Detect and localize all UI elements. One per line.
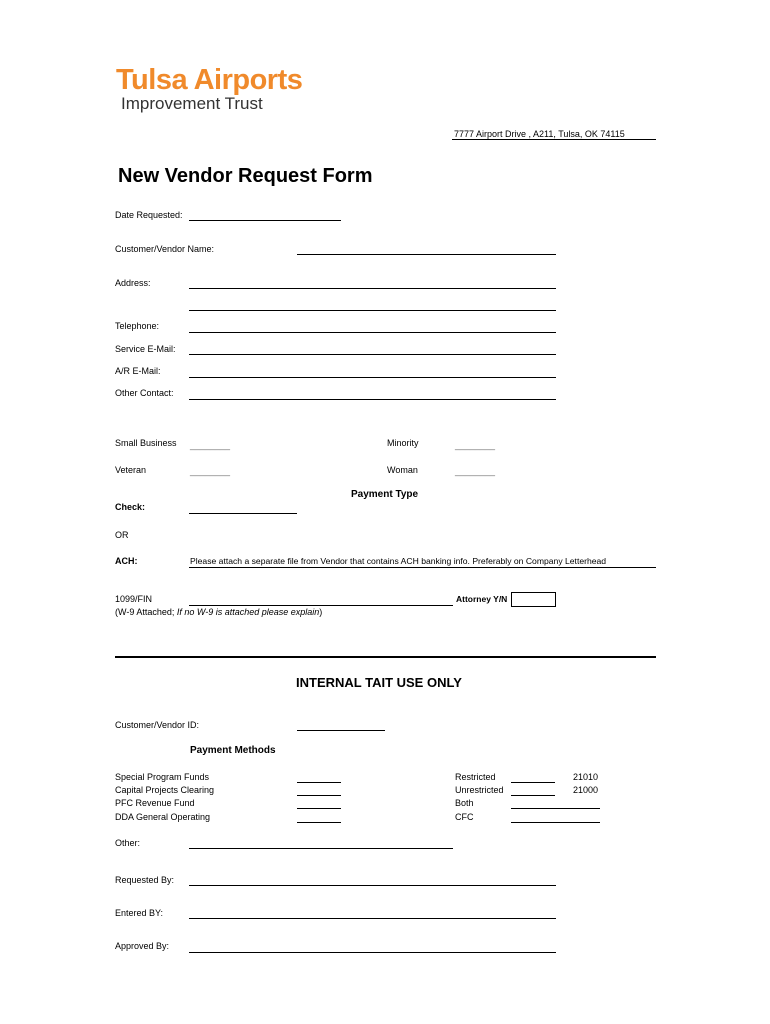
other-label: Other: (115, 838, 141, 848)
veteran-field[interactable]: ________ (190, 466, 231, 476)
unrestricted-label: Unrestricted (455, 785, 504, 795)
small-business-field[interactable]: ________ (190, 440, 231, 450)
other-field[interactable] (189, 848, 453, 849)
method-capital-projects-clearing: Capital Projects Clearing (115, 785, 215, 795)
both-label: Both (455, 798, 474, 808)
restricted-label: Restricted (455, 772, 496, 782)
entered-by-field[interactable] (189, 918, 556, 919)
ar-email-label: A/R E-Mail: (115, 366, 161, 376)
payment-type-heading: Payment Type (351, 489, 419, 500)
minority-label: Minority (387, 438, 419, 448)
method-field-2[interactable] (297, 795, 341, 796)
logo-main-text: Tulsa Airports (116, 64, 303, 96)
address-field-line-2[interactable] (189, 310, 556, 311)
w9-explain: If no W-9 is attached please explain (176, 607, 320, 617)
logo-sub-text: Improvement Trust (121, 94, 263, 113)
check-label: Check: (115, 502, 146, 512)
w9-prefix: (W-9 Attached; (115, 607, 177, 617)
method-field-3[interactable] (297, 808, 341, 809)
cfc-field[interactable] (511, 822, 600, 823)
both-field[interactable] (511, 808, 600, 809)
woman-field[interactable]: ________ (455, 466, 496, 476)
method-pfc-revenue-fund: PFC Revenue Fund (115, 798, 195, 808)
internal-heading: INTERNAL TAIT USE ONLY (296, 675, 462, 690)
telephone-field[interactable] (189, 332, 556, 333)
payment-methods-heading: Payment Methods (190, 745, 276, 756)
fin-field[interactable] (189, 605, 453, 606)
attorney-label: Attorney Y/N (456, 594, 508, 604)
restricted-field[interactable] (511, 782, 555, 783)
ach-underline (189, 567, 656, 568)
section-divider (115, 656, 656, 658)
service-email-field[interactable] (189, 354, 556, 355)
minority-field[interactable]: ________ (455, 440, 496, 450)
method-field-4[interactable] (297, 822, 341, 823)
veteran-label: Veteran (115, 465, 147, 475)
approved-by-label: Approved By: (115, 941, 170, 951)
cfc-label: CFC (455, 812, 474, 822)
attorney-yn-box[interactable] (511, 592, 556, 607)
service-email-label: Service E-Mail: (115, 344, 176, 354)
address-underline (452, 139, 656, 140)
date-requested-field[interactable] (189, 220, 341, 221)
approved-by-field[interactable] (189, 952, 556, 953)
customer-vendor-name-field[interactable] (297, 254, 556, 255)
vendor-id-field[interactable] (297, 730, 385, 731)
code-restricted: 21010 (573, 772, 599, 782)
date-requested-label: Date Requested: (115, 210, 183, 220)
requested-by-label: Requested By: (115, 875, 175, 885)
unrestricted-field[interactable] (511, 795, 555, 796)
airport-address: 7777 Airport Drive , A211, Tulsa, OK 74115 (454, 129, 625, 139)
check-field[interactable] (189, 513, 297, 514)
w9-note (115, 607, 322, 618)
ar-email-field[interactable] (189, 377, 556, 378)
method-dda-general-operating: DDA General Operating (115, 812, 211, 822)
small-business-label: Small Business (115, 438, 177, 448)
method-field-1[interactable] (297, 782, 341, 783)
ach-note: Please attach a separate file from Vendor that contains ACH banking info. Preferably on Company Letterhead (190, 556, 607, 566)
code-unrestricted: 21000 (573, 785, 599, 795)
telephone-label: Telephone: (115, 321, 160, 331)
page-title: New Vendor Request Form (118, 165, 373, 187)
address-label: Address: (115, 278, 151, 288)
vendor-id-label: Customer/Vendor ID: (115, 720, 200, 730)
address-field-line-1[interactable] (189, 288, 556, 289)
other-contact-field[interactable] (189, 399, 556, 400)
method-special-program-funds: Special Program Funds (115, 772, 210, 782)
customer-vendor-name-label: Customer/Vendor Name: (115, 244, 215, 254)
w9-suffix: ) (319, 607, 323, 617)
other-contact-label: Other Contact: (115, 388, 174, 398)
fin-label: 1099/FIN (115, 594, 153, 604)
requested-by-field[interactable] (189, 885, 556, 886)
woman-label: Woman (387, 465, 418, 475)
or-label: OR (115, 530, 129, 540)
entered-by-label: Entered BY: (115, 908, 164, 918)
ach-label: ACH: (115, 556, 138, 566)
